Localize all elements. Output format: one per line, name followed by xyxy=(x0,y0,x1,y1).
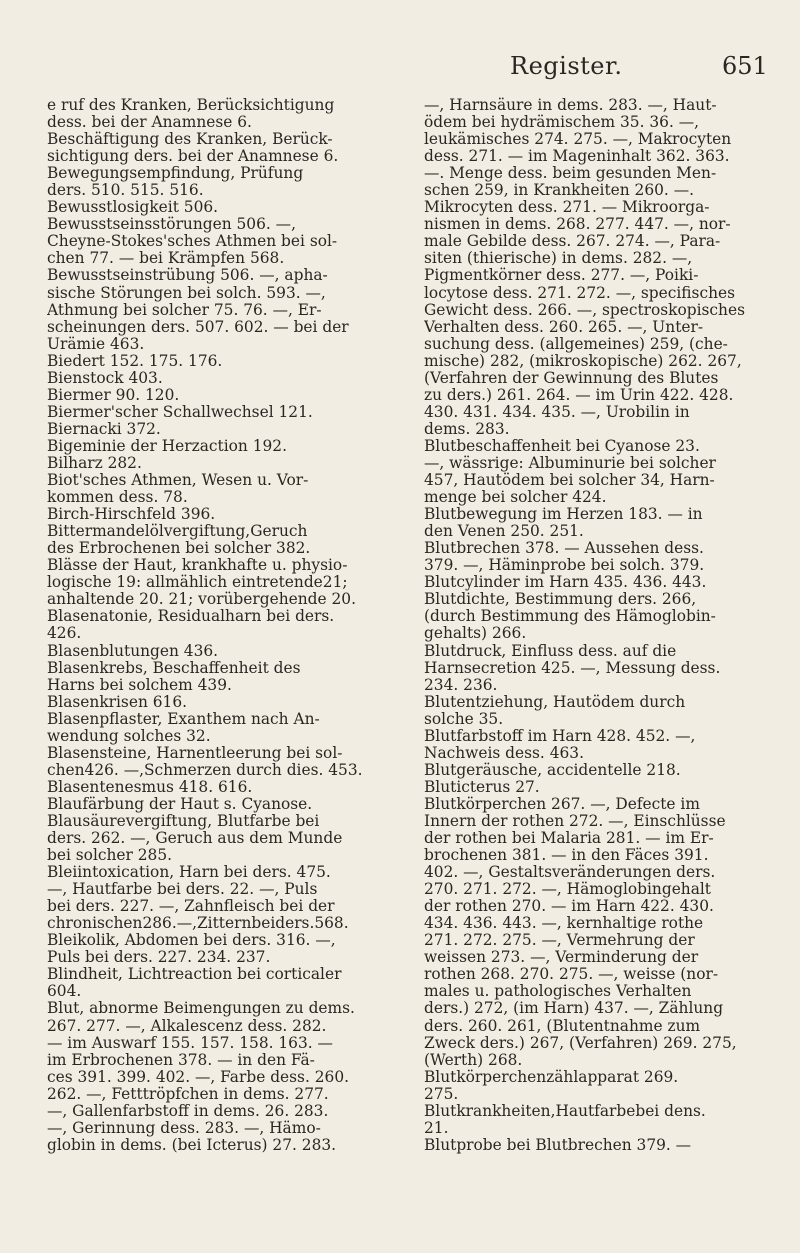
index-line: Blutbewegung im Herzen 183. — in xyxy=(424,506,703,524)
index-line: siten (thierische) in dems. 282. —, xyxy=(424,250,693,268)
index-line: Blasentenesmus 418. 616. xyxy=(47,778,253,796)
page-number: 651 xyxy=(722,52,768,80)
index-line: 267. 277. —, Alkalescenz dess. 282. xyxy=(47,1017,327,1035)
index-line: —, wässrige: Albuminurie bei solcher xyxy=(424,454,716,472)
index-line: nismen in dems. 268. 277. 447. —, nor- xyxy=(424,216,731,234)
index-line: 271. 272. 275. —, Vermehrung der xyxy=(424,932,695,950)
index-line: Puls bei ders. 227. 234. 237. xyxy=(47,949,271,967)
index-line: 275. xyxy=(424,1085,459,1103)
index-line: —, Gallenfarbstoff in dems. 26. 283. xyxy=(47,1102,329,1120)
index-line: (Verfahren der Gewinnung des Blutes xyxy=(424,369,719,387)
right-column xyxy=(424,97,769,1154)
index-line: Blindheit, Lichtreaction bei corticaler xyxy=(47,966,342,984)
index-line: brochenen 381. — in den Fäces 391. xyxy=(424,847,709,865)
index-line: 402. —, Gestaltsveränderungen ders. xyxy=(424,864,716,882)
index-line: des Erbrochenen bei solcher 382. xyxy=(47,540,311,558)
index-line: Blutkörperchenzählapparat 269. xyxy=(424,1068,679,1086)
index-line: — im Auswarf 155. 157. 158. 163. — xyxy=(47,1034,333,1052)
index-line: Bittermandelölvergiftung,Geruch xyxy=(47,523,308,541)
index-line: Blutprobe bei Blutbrechen 379. — xyxy=(424,1136,692,1154)
index-line: ces 391. 399. 402. —, Farbe dess. 260. xyxy=(47,1068,350,1086)
index-line: wendung solches 32. xyxy=(47,727,211,745)
index-line: Biot'sches Athmen, Wesen u. Vor- xyxy=(47,472,309,490)
index-line: Blut, abnorme Beimengungen zu dems. xyxy=(47,1000,355,1018)
index-line: der rothen bei Malaria 281. — im Er- xyxy=(424,830,714,848)
index-line: —, Gerinnung dess. 283. —, Hämo- xyxy=(47,1119,321,1137)
page-header xyxy=(0,52,800,92)
index-line: Biermer 90. 120. xyxy=(47,386,180,404)
index-line: Bleikolik, Abdomen bei ders. 316. —, xyxy=(47,932,336,950)
index-line: dems. 283. xyxy=(424,420,510,438)
index-line: 379. —, Häminprobe bei solch. 379. xyxy=(424,557,705,575)
index-line: 234. 236. xyxy=(424,676,498,694)
index-line: 21. xyxy=(424,1119,449,1137)
index-line: Mikrocyten dess. 271. — Mikroorga- xyxy=(424,199,710,217)
index-line: Blutentziehung, Hautödem durch xyxy=(424,693,686,711)
index-line: males u. pathologisches Verhalten xyxy=(424,983,692,1001)
index-line: Blutgeräusche, accidentelle 218. xyxy=(424,761,681,779)
index-line: logische 19: allmählich eintretende21; xyxy=(47,574,348,592)
index-line: (Werth) 268. xyxy=(424,1051,523,1069)
index-line: Blutdichte, Bestimmung ders. 266, xyxy=(424,591,697,609)
index-line: im Erbrochenen 378. — in den Fä- xyxy=(47,1051,315,1069)
index-line: 262. —, Fetttröpfchen in dems. 277. xyxy=(47,1085,329,1103)
index-line: ders. 262. —, Geruch aus dem Munde xyxy=(47,830,343,848)
index-line: sische Störungen bei solch. 593. —, xyxy=(47,284,326,302)
index-line: Bewusstlosigkeit 506. xyxy=(47,199,219,217)
index-line: —, Hautfarbe bei ders. 22. —, Puls xyxy=(47,881,318,899)
index-line: gehalts) 266. xyxy=(424,625,527,643)
index-line: Blutbrechen 378. — Aussehen dess. xyxy=(424,540,704,558)
index-line: Blasenatonie, Residualharn bei ders. xyxy=(47,608,335,626)
index-line: Bilharz 282. xyxy=(47,454,142,472)
index-line: 604. xyxy=(47,983,82,1001)
index-line: Athmung bei solcher 75. 76. —, Er- xyxy=(47,301,322,319)
index-line: Gewicht dess. 266. —, spectroskopisches xyxy=(424,301,745,319)
index-line: Bewusstseinsstörungen 506. —, xyxy=(47,216,296,234)
index-line: Biernacki 372. xyxy=(47,420,161,438)
index-line: Bigeminie der Herzaction 192. xyxy=(47,437,287,455)
index-line: Blausäurevergiftung, Blutfarbe bei xyxy=(47,812,320,830)
index-line: Blutcylinder im Harn 435. 436. 443. xyxy=(424,574,707,592)
index-line: Harns bei solchem 439. xyxy=(47,676,232,694)
index-line: chronischen286.—,Zitternbeiders.568. xyxy=(47,915,349,933)
index-line: Blaufärbung der Haut s. Cyanose. xyxy=(47,795,313,813)
index-line: Urämie 463. xyxy=(47,335,145,353)
index-line: suchung dess. (allgemeines) 259, (che- xyxy=(424,335,728,353)
index-line: chen 77. — bei Krämpfen 568. xyxy=(47,250,285,268)
index-line: dess. bei der Anamnese 6. xyxy=(47,114,252,132)
index-line: kommen dess. 78. xyxy=(47,489,188,507)
index-line: bei ders. 227. —, Zahnfleisch bei der xyxy=(47,898,335,916)
index-line: Bewusstseinstrübung 506. —, apha- xyxy=(47,267,328,285)
index-line: Bewegungsempfindung, Prüfung xyxy=(47,165,304,183)
index-line: 430. 431. 434. 435. —, Urobilin in xyxy=(424,403,690,421)
index-line: Verhalten dess. 260. 265. —, Unter- xyxy=(424,318,704,336)
index-line: (durch Bestimmung des Hämoglobin- xyxy=(424,608,716,626)
index-line: zu ders.) 261. 264. — im Urin 422. 428. xyxy=(424,386,734,404)
index-line: den Venen 250. 251. xyxy=(424,523,584,541)
index-line: der rothen 270. — im Harn 422. 430. xyxy=(424,898,714,916)
index-line: Bleiintoxication, Harn bei ders. 475. xyxy=(47,864,331,882)
index-line: Bienstock 403. xyxy=(47,369,163,387)
index-line: Blasenblutungen 436. xyxy=(47,642,219,660)
index-line: Biedert 152. 175. 176. xyxy=(47,352,223,370)
index-line: Nachweis dess. 463. xyxy=(424,744,584,762)
index-line: rothen 268. 270. 275. —, weisse (nor- xyxy=(424,966,719,984)
index-line: Blasenkrisen 616. xyxy=(47,693,188,711)
index-line: Blutkörperchen 267. —, Defecte im xyxy=(424,795,700,813)
index-line: ders.) 272, (im Harn) 437. —, Zählung xyxy=(424,1000,724,1018)
index-line: schen 259, in Krankheiten 260. —. xyxy=(424,182,694,200)
index-line: Blutkrankheiten,Hautfarbebei dens. xyxy=(424,1102,706,1120)
index-line: globin in dems. (bei Icterus) 27. 283. xyxy=(47,1136,337,1154)
index-line: Cheyne-Stokes'sches Athmen bei sol- xyxy=(47,233,338,251)
index-line: Blasensteine, Harnentleerung bei sol- xyxy=(47,744,343,762)
index-line: —. Menge dess. beim gesunden Men- xyxy=(424,165,717,183)
index-line: weissen 273. —, Verminderung der xyxy=(424,949,699,967)
index-line: Birch-Hirschfeld 396. xyxy=(47,506,216,524)
index-line: bei solcher 285. xyxy=(47,847,173,865)
index-line: e ruf des Kranken, Berücksichtigung xyxy=(47,97,335,114)
index-line: Zweck ders.) 267, (Verfahren) 269. 275, xyxy=(424,1034,737,1052)
index-line: chen426. —,Schmerzen durch dies. 453. xyxy=(47,761,363,779)
page-title: Register. xyxy=(510,52,623,80)
index-line: Blutdruck, Einfluss dess. auf die xyxy=(424,642,677,660)
index-line: Blasenkrebs, Beschaffenheit des xyxy=(47,659,301,677)
left-column xyxy=(47,97,405,1154)
index-line: sichtigung ders. bei der Anamnese 6. xyxy=(47,148,339,166)
index-line: 426. xyxy=(47,625,82,643)
index-line: dess. 271. — im Mageninhalt 362. 363. xyxy=(424,148,730,166)
index-line: Biermer'scher Schallwechsel 121. xyxy=(47,403,313,421)
index-line: locytose dess. 271. 272. —, specifisches xyxy=(424,284,735,302)
index-line: 270. 271. 272. —, Hämoglobingehalt xyxy=(424,881,711,899)
index-line: mische) 282, (mikroskopische) 262. 267, xyxy=(424,352,742,370)
index-line: anhaltende 20. 21; vorübergehende 20. xyxy=(47,591,356,609)
index-line: male Gebilde dess. 267. 274. —, Para- xyxy=(424,233,721,251)
index-line: Bluticterus 27. xyxy=(424,778,540,796)
index-line: solche 35. xyxy=(424,710,504,728)
index-line: Blässe der Haut, krankhafte u. physio- xyxy=(47,557,348,575)
index-line: Blutbeschaffenheit bei Cyanose 23. xyxy=(424,437,700,455)
index-line: 457, Hautödem bei solcher 34, Harn- xyxy=(424,472,715,490)
index-line: leukämisches 274. 275. —, Makrocyten xyxy=(424,131,732,149)
index-line: —, Harnsäure in dems. 283. —, Haut- xyxy=(424,97,717,114)
index-line: Innern der rothen 272. —, Einschlüsse xyxy=(424,812,726,830)
index-line: Blutfarbstoff im Harn 428. 452. —, xyxy=(424,727,696,745)
index-line: scheinungen ders. 507. 602. — bei der xyxy=(47,318,349,336)
index-line: ödem bei hydrämischem 35. 36. —, xyxy=(424,114,700,132)
index-line: Beschäftigung des Kranken, Berück- xyxy=(47,131,333,149)
index-line: menge bei solcher 424. xyxy=(424,489,607,507)
index-line: Harnsecretion 425. —, Messung dess. xyxy=(424,659,721,677)
index-line: Blasenpflaster, Exanthem nach An- xyxy=(47,710,320,728)
index-line: Pigmentkörner dess. 277. —, Poiki- xyxy=(424,267,699,285)
index-line: ders. 510. 515. 516. xyxy=(47,182,204,200)
index-line: 434. 436. 443. —, kernhaltige rothe xyxy=(424,915,704,933)
index-line: ders. 260. 261, (Blutentnahme zum xyxy=(424,1017,701,1035)
